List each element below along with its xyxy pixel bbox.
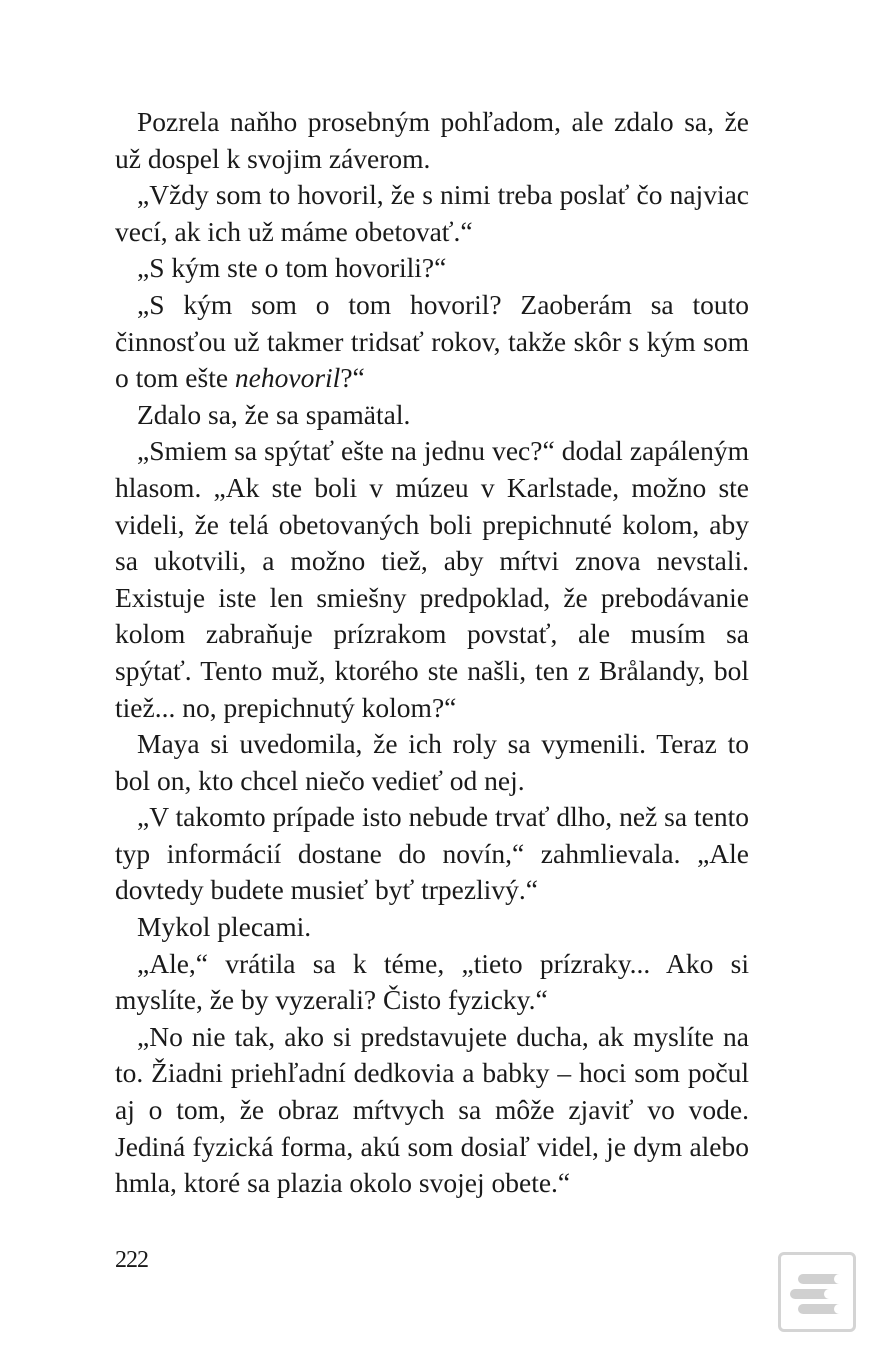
emphasized-word: nehovoril xyxy=(234,362,341,394)
paragraph xyxy=(115,287,749,397)
paragraph: „Smiem sa spýtať ešte na jednu vec?“ dodal zapáleným hlasom. „Ak ste boli v múzeu v Karlstade, možno ste videli, že telá obetovaných boli prepichnuté kolom, aby sa ukotvili, a možno tiež, aby mŕtvi znova nevstali. Existuje iste len smiešny predpoklad, že prebodávanie kolom zabraňuje prízrakom povstať, ale musím sa spýtať. Tento muž, ktorého ste našli, ten z Brålandy, bol tiež... no, prepichnutý kolom?“ xyxy=(115,435,749,723)
books-stack-icon-graphic xyxy=(781,1255,853,1329)
paragraph: Maya si uvedomila, že ich roly sa vymenili. Teraz to bol on, kto chcel niečo vedieť od nej. xyxy=(115,728,749,796)
page-number: 222 xyxy=(115,1247,148,1273)
paragraph: „V takomto prípade isto nebude trvať dlho, než sa tento typ informácií dostane do novín,“ zahmlievala. „Ale dovtedy budete musieť byť trpezlivý.“ xyxy=(115,801,749,906)
paragraph: „Ale,“ vrátila sa k téme, „tieto prízraky... Ako si myslíte, že by vyzerali? Čisto fyzicky.“ xyxy=(115,947,749,1016)
paragraph: „S kým ste o tom hovorili?“ xyxy=(137,252,447,284)
paragraph: Pozrela naňho prosebným pohľadom, ale zdalo sa, že už dospel k svojim záverom. xyxy=(115,106,749,174)
paragraph: Zdalo sa, že sa spamätal. xyxy=(137,398,411,430)
paragraph-text: ?“ xyxy=(340,362,365,394)
paragraph: „Vždy som to hovoril, že s nimi treba poslať čo najviac vecí, ak ich už máme obetovať.“ xyxy=(115,179,749,247)
body-text xyxy=(115,104,749,1202)
paragraph: „No nie tak, ako si predstavujete ducha, ak myslíte na to. Žiadni priehľadní dedkovia a babky – hoci som počul aj o tom, že obraz mŕtvych sa môže zjaviť vo vode. Jediná fyzická forma, akú som dosiaľ videl, je dym alebo hmla, ktoré sa plazia okolo svojej obete.“ xyxy=(115,1020,749,1199)
books-stack-icon xyxy=(778,1252,856,1332)
paragraph-text: „S kým som o tom hovoril? Zaoberám sa touto činnosťou už takmer tridsať rokov, takže skôr s kým som o tom ešte xyxy=(115,288,749,394)
paragraph: Mykol plecami. xyxy=(137,911,312,943)
